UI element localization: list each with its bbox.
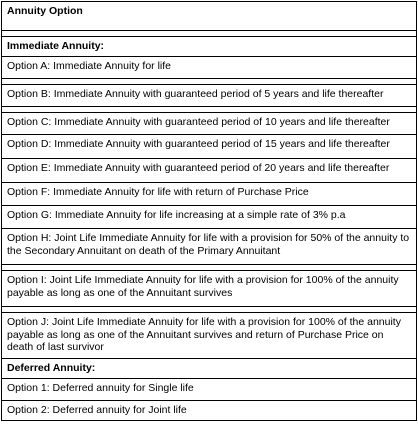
- table-row: [2, 229, 417, 265]
- table-row: [2, 2, 417, 31]
- option-e: Option E: Immediate Annuity with guaranteed period of 20 years and life thereafter: [2, 159, 417, 183]
- option-i: Option I: Joint Life Immediate Annuity for life with a provision for 100% of the annuity payable as long as one of the Annuitant survives: [2, 271, 417, 307]
- option-d: Option D: Immediate Annuity with guaranteed period of 15 years and life thereafter: [2, 135, 417, 159]
- table-row: [2, 159, 417, 183]
- option-g: Option G: Immediate Annuity for life increasing at a simple rate of 3% p.a: [2, 206, 417, 229]
- annuity-options-table: [1, 1, 417, 421]
- table-title: Annuity Option: [2, 2, 417, 31]
- immediate-annuity-heading: Immediate Annuity:: [2, 37, 417, 57]
- option-a: Option A: Immediate Annuity for life: [2, 57, 417, 79]
- option-b: Option B: Immediate Annuity with guaranteed period of 5 years and life thereafter: [2, 85, 417, 107]
- option-1: Option 1: Deferred annuity for Single life: [2, 379, 417, 401]
- table-row: [2, 37, 417, 57]
- table-row: [2, 57, 417, 79]
- option-f: Option F: Immediate Annuity for life with return of Purchase Price: [2, 183, 417, 206]
- table-row: [2, 401, 417, 421]
- table-row: [2, 313, 417, 359]
- table-row: [2, 183, 417, 206]
- table-row: [2, 379, 417, 401]
- option-h: Option H: Joint Life Immediate Annuity for life with a provision for 50% of the annuity to the Secondary Annuitant on death of the Primary Annuitant: [2, 229, 417, 265]
- option-2: Option 2: Deferred annuity for Joint life: [2, 401, 417, 421]
- table-row: [2, 359, 417, 379]
- table-row: [2, 135, 417, 159]
- option-j: Option J: Joint Life Immediate Annuity for life with a provision for 100% of the annuity payable as long as one of the Annuitant survives and return of Purchase Price on death of last survivor: [2, 313, 417, 359]
- table-row: [2, 85, 417, 107]
- table-row: [2, 206, 417, 229]
- table-row: [2, 271, 417, 307]
- deferred-annuity-heading: Deferred Annuity:: [2, 359, 417, 379]
- option-c: Option C: Immediate Annuity with guaranteed period of 10 years and life thereafter: [2, 113, 417, 135]
- table-row: [2, 113, 417, 135]
